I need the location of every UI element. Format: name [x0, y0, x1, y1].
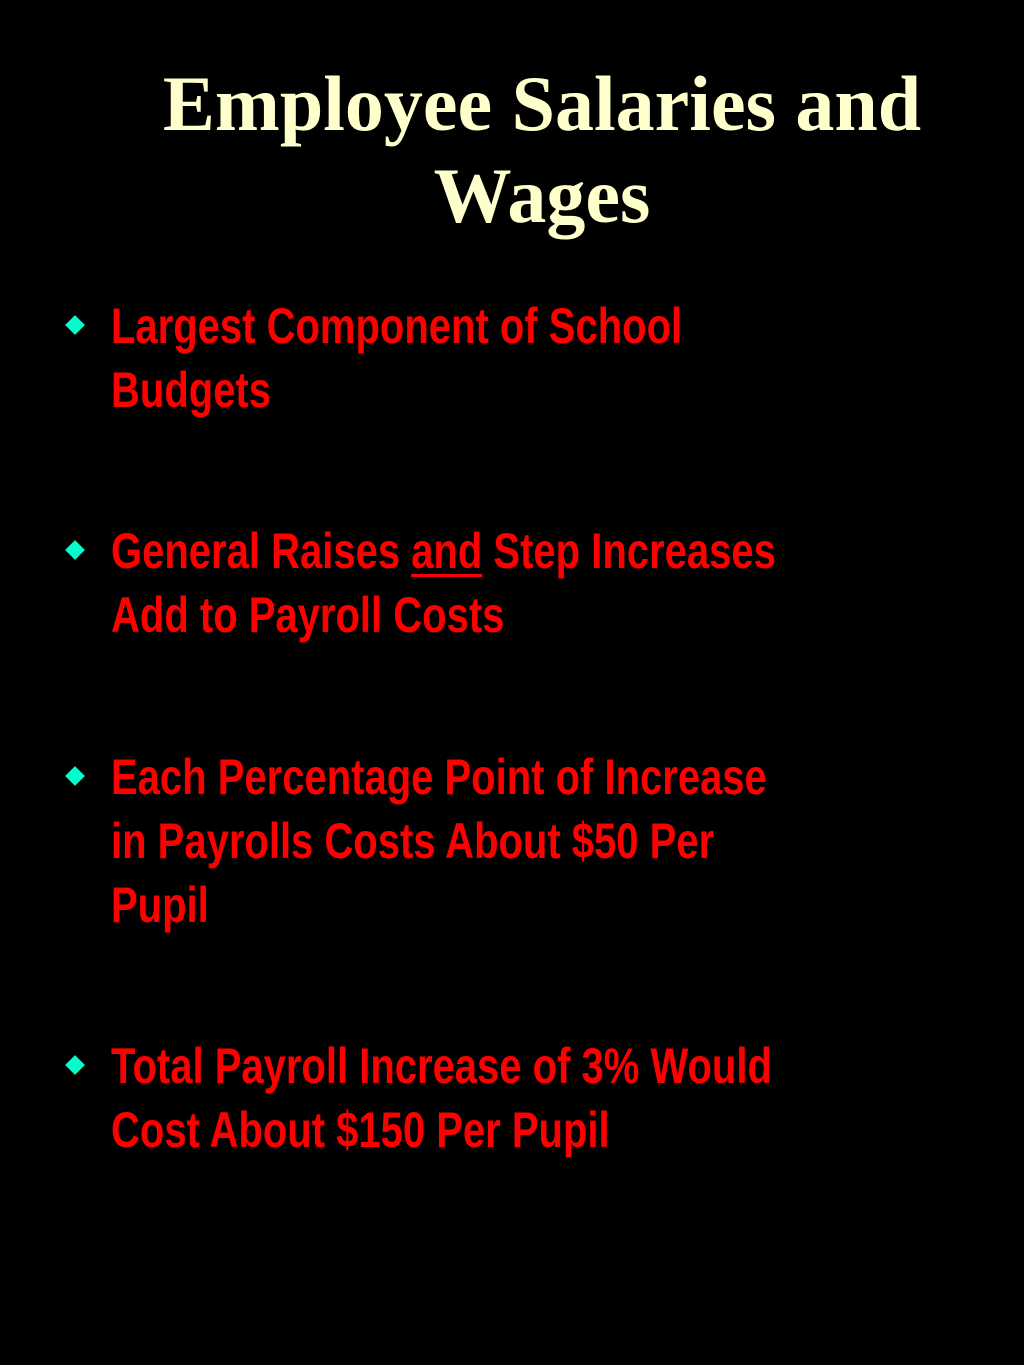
- underlined-word: and: [411, 523, 483, 579]
- bullet-text: [111, 745, 799, 937]
- bullet-line: [111, 519, 799, 583]
- bullet-text: [111, 1034, 799, 1162]
- diamond-bullet-icon: [65, 315, 85, 335]
- bullet-line: in Payrolls Costs About $50 Per: [111, 813, 715, 869]
- diamond-bullet-icon: [65, 1055, 85, 1075]
- bullet-text-segment: General Raises: [111, 523, 412, 579]
- bullet-line: Budgets: [111, 362, 271, 418]
- bullet-text-segment: Step Increases: [482, 523, 776, 579]
- bullet-line: Each Percentage Point of Increase: [111, 749, 767, 805]
- bullet-line: Add to Payroll Costs: [111, 587, 505, 643]
- bullet-line: Largest Component of School: [111, 298, 683, 354]
- bullet-text: [111, 294, 799, 422]
- diamond-bullet-icon: [65, 540, 85, 560]
- bullet-line: Cost About $150 Per Pupil: [111, 1102, 610, 1158]
- slide-title-line-1: Employee Salaries and: [162, 60, 922, 147]
- bullet-line: Total Payroll Increase of 3% Would: [111, 1038, 772, 1094]
- slide-title-line-2: Wages: [433, 152, 651, 239]
- bullet-text: [111, 519, 799, 647]
- slide-title: [60, 58, 1024, 242]
- bullet-line: Pupil: [111, 877, 209, 933]
- diamond-bullet-icon: [65, 766, 85, 786]
